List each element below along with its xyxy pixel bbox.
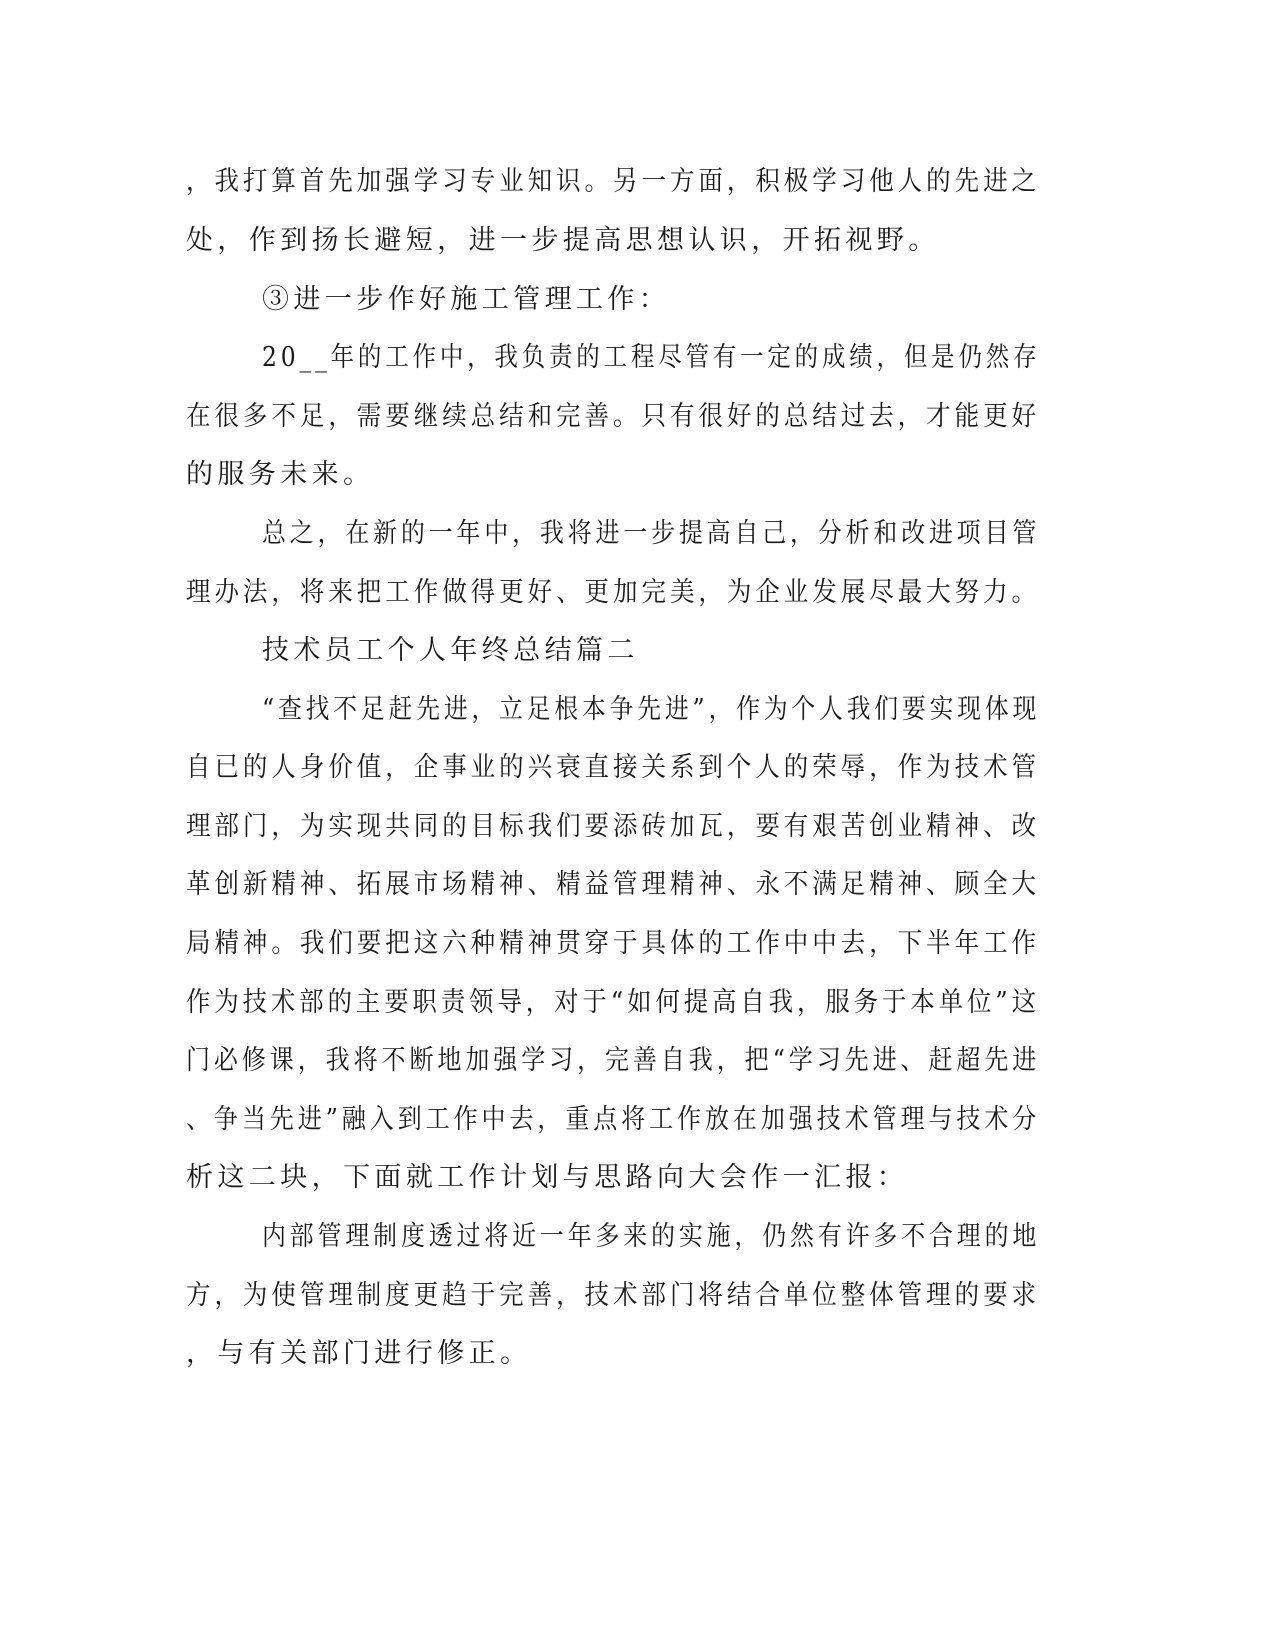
text-line: 理部门，为实现共同的目标我们要添砖加瓦，要有艰苦创业精神、改 (186, 811, 1041, 842)
text-line: 作为技术部的主要职责领导，对于“如何提高自我，服务于本单位”这 (186, 987, 1041, 1018)
text-line: 处，作到扬长避短，进一步提高思想认识，开拓视野。 (186, 225, 940, 256)
section-heading: ③进一步作好施工管理工作： (262, 284, 671, 315)
article-title: 技术员工个人年终总结篇二 (262, 635, 639, 666)
paragraph-start: “查找不足赶先进，立足根本争先进”，作为个人我们要实现体现 (262, 694, 1041, 725)
text-line: 析这二块，下面就工作计划与思路向大会作一汇报： (186, 1162, 909, 1193)
text-line: 的服务未来。 (186, 459, 375, 490)
paragraph-start: 20__年的工作中，我负责的工程尽管有一定的成绩，但是仍然存 (262, 342, 1041, 373)
text-line: ，我打算首先加强学习专业知识。另一方面，积极学习他人的先进之 (186, 166, 1041, 197)
text-line: 、争当先进”融入到工作中去，重点将工作放在加强技术管理与技术分 (186, 1104, 1041, 1135)
text-line: 局精神。我们要把这六种精神贯穿于具体的工作中中去，下半年工作 (186, 928, 1041, 959)
text-line: 在很多不足，需要继续总结和完善。只有很好的总结过去，才能更好 (186, 401, 1041, 432)
text-line: 理办法，将来把工作做得更好、更加完美，为企业发展尽最大努力。 (186, 577, 1041, 608)
paragraph-start: 总之，在新的一年中，我将进一步提高自己，分析和改进项目管 (262, 518, 1041, 549)
text-line: 革创新精神、拓展市场精神、精益管理精神、永不满足精神、顾全大 (186, 869, 1041, 900)
text-line: ，与有关部门进行修正。 (186, 1338, 532, 1369)
paragraph-start: 内部管理制度透过将近一年多来的实施，仍然有许多不合理的地 (262, 1221, 1041, 1252)
text-line: 门必修课，我将不断地加强学习，完善自我，把“学习先进、赶超先进 (186, 1045, 1041, 1076)
text-line: 方，为使管理制度更趋于完善，技术部门将结合单位整体管理的要求 (186, 1280, 1041, 1311)
text-line: 自已的人身价值，企事业的兴衰直接关系到个人的荣辱，作为技术管 (186, 752, 1041, 783)
